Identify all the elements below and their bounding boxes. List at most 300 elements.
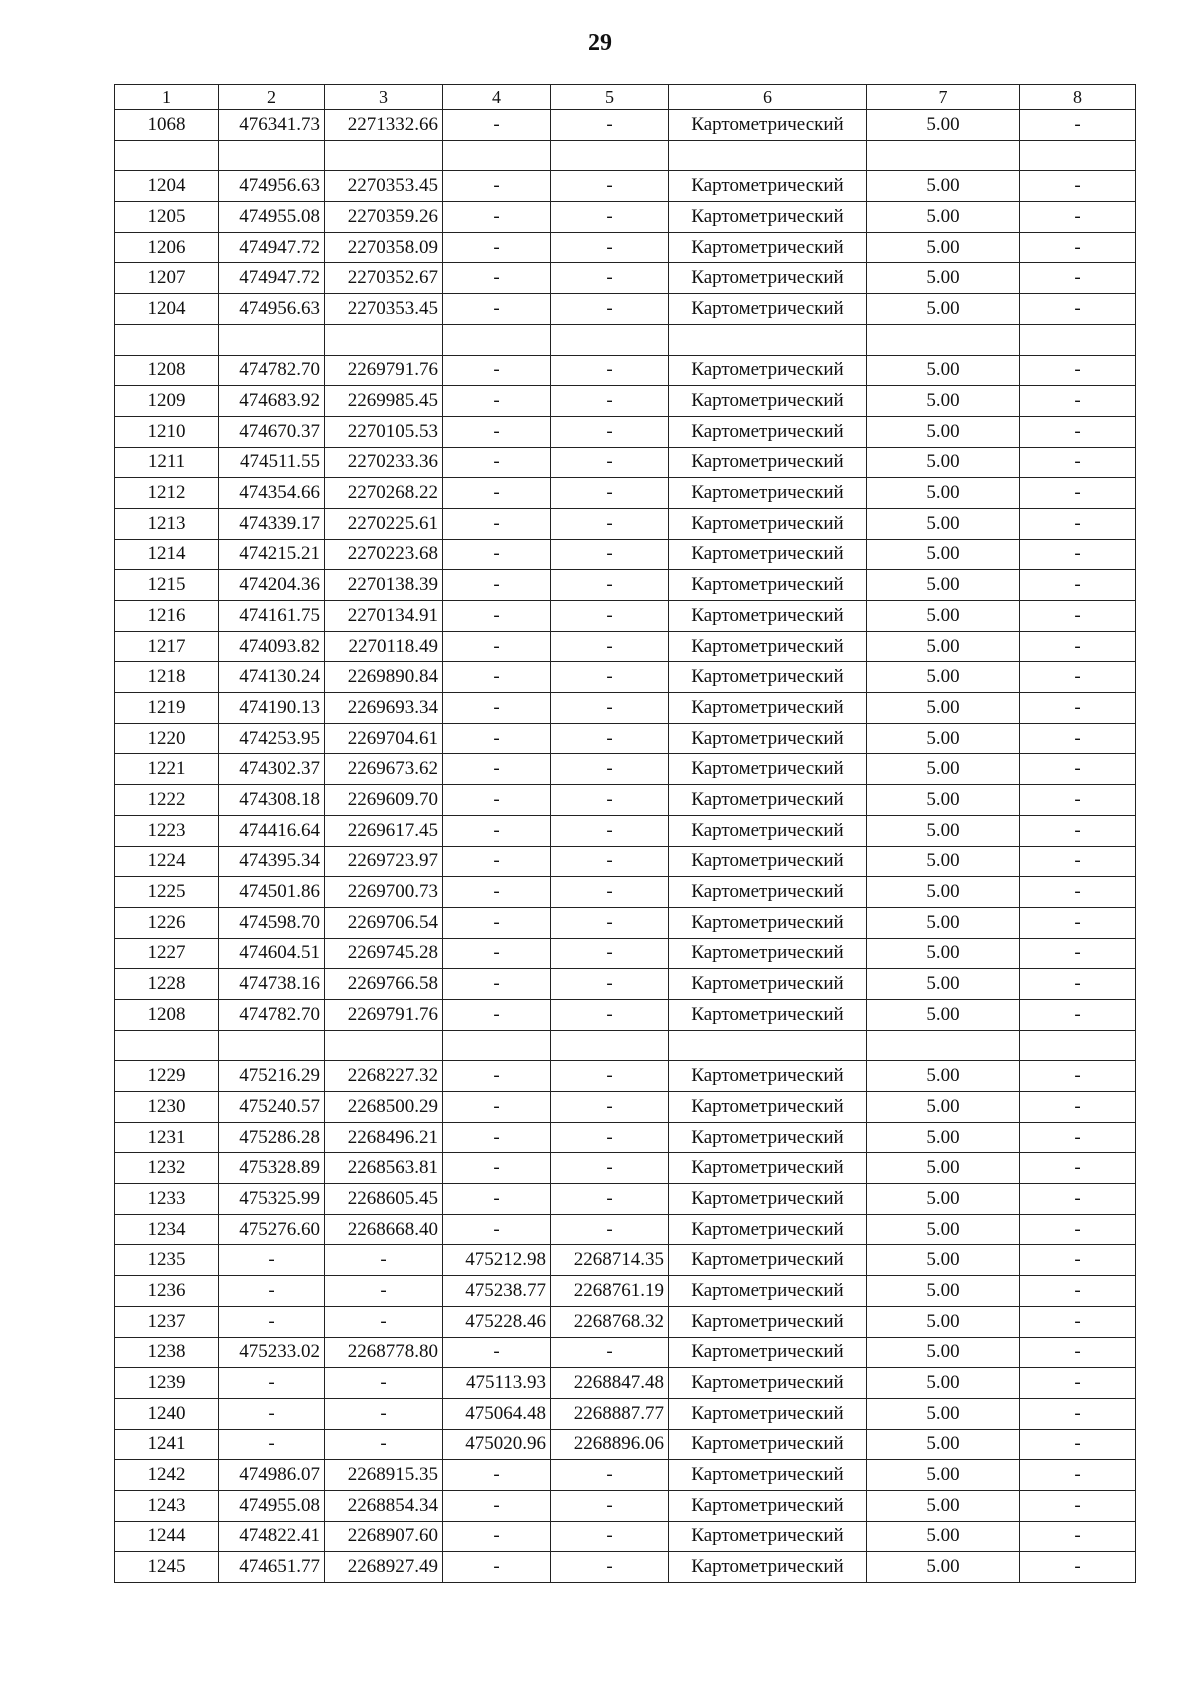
cell-col-1: 1239 [115,1368,219,1399]
cell-col-5: - [551,693,669,724]
cell-col-4: - [443,999,551,1030]
cell-col-6: Картометрический [669,1153,867,1184]
cell-col-4: 475020.96 [443,1429,551,1460]
cell-col-6: Картометрический [669,938,867,969]
empty-cell [669,140,867,171]
cell-col-5: - [551,110,669,141]
cell-col-1: 1209 [115,386,219,417]
table-row [115,416,1136,447]
cell-col-4: - [443,877,551,908]
cell-col-5: - [551,1184,669,1215]
cell-col-1: 1214 [115,539,219,570]
cell-col-3: 2269766.58 [325,969,443,1000]
cell-col-5: - [551,1214,669,1245]
cell-col-7: 5.00 [867,539,1020,570]
cell-col-2: 474955.08 [219,202,325,233]
cell-col-8: - [1020,1092,1136,1123]
cell-col-3: 2268496.21 [325,1122,443,1153]
table-row [115,355,1136,386]
cell-col-5: - [551,1153,669,1184]
table-row [115,447,1136,478]
cell-col-1: 1221 [115,754,219,785]
table-row [115,1429,1136,1460]
cell-col-3: 2269673.62 [325,754,443,785]
cell-col-8: - [1020,1429,1136,1460]
cell-col-5: - [551,877,669,908]
cell-col-7: 5.00 [867,938,1020,969]
cell-col-2: 474395.34 [219,846,325,877]
table-row [115,232,1136,263]
empty-cell [669,1030,867,1061]
cell-col-5: 2268896.06 [551,1429,669,1460]
empty-cell [115,324,219,355]
cell-col-8: - [1020,662,1136,693]
cell-col-2: 474956.63 [219,294,325,325]
empty-cell [219,1030,325,1061]
cell-col-5: - [551,938,669,969]
cell-col-6: Картометрический [669,1337,867,1368]
cell-col-8: - [1020,601,1136,632]
cell-col-6: Картометрический [669,1214,867,1245]
cell-col-2: 475233.02 [219,1337,325,1368]
cell-col-3: 2270358.09 [325,232,443,263]
cell-col-2: 474339.17 [219,508,325,539]
cell-col-6: Картометрический [669,202,867,233]
cell-col-1: 1208 [115,999,219,1030]
cell-col-6: Картометрический [669,1460,867,1491]
cell-col-1: 1243 [115,1490,219,1521]
cell-col-3: - [325,1306,443,1337]
cell-col-1: 1223 [115,815,219,846]
cell-col-7: 5.00 [867,416,1020,447]
cell-col-2: - [219,1368,325,1399]
table-row [115,1184,1136,1215]
cell-col-6: Картометрический [669,1306,867,1337]
cell-col-3: - [325,1368,443,1399]
cell-col-5: - [551,785,669,816]
cell-col-1: 1216 [115,601,219,632]
cell-col-3: 2269985.45 [325,386,443,417]
cell-col-1: 1206 [115,232,219,263]
cell-col-3: 2270268.22 [325,478,443,509]
cell-col-8: - [1020,1337,1136,1368]
cell-col-1: 1241 [115,1429,219,1460]
cell-col-1: 1231 [115,1122,219,1153]
cell-col-5: - [551,539,669,570]
cell-col-2: 474130.24 [219,662,325,693]
cell-col-8: - [1020,570,1136,601]
table-row [115,171,1136,202]
cell-col-2: - [219,1306,325,1337]
cell-col-5: - [551,754,669,785]
cell-col-7: 5.00 [867,202,1020,233]
cell-col-8: - [1020,416,1136,447]
column-header-4: 4 [443,85,551,110]
cell-col-8: - [1020,508,1136,539]
cell-col-7: 5.00 [867,1153,1020,1184]
cell-col-8: - [1020,110,1136,141]
cell-col-7: 5.00 [867,478,1020,509]
table-row [115,1337,1136,1368]
cell-col-2: 474354.66 [219,478,325,509]
cell-col-7: 5.00 [867,1122,1020,1153]
cell-col-2: 474501.86 [219,877,325,908]
cell-col-7: 5.00 [867,171,1020,202]
table-row [115,1245,1136,1276]
cell-col-1: 1225 [115,877,219,908]
table-row [115,662,1136,693]
cell-col-5: - [551,478,669,509]
cell-col-4: - [443,1092,551,1123]
cell-col-1: 1233 [115,1184,219,1215]
table-row [115,1306,1136,1337]
cell-col-8: - [1020,294,1136,325]
cell-col-2: 474947.72 [219,232,325,263]
cell-col-8: - [1020,1245,1136,1276]
cell-col-7: 5.00 [867,999,1020,1030]
cell-col-4: - [443,1337,551,1368]
column-header-7: 7 [867,85,1020,110]
cell-col-3: - [325,1398,443,1429]
cell-col-8: - [1020,815,1136,846]
cell-col-1: 1229 [115,1061,219,1092]
cell-col-7: 5.00 [867,1429,1020,1460]
cell-col-6: Картометрический [669,1184,867,1215]
cell-col-7: 5.00 [867,263,1020,294]
cell-col-6: Картометрический [669,846,867,877]
cell-col-6: Картометрический [669,355,867,386]
cell-col-2: 474670.37 [219,416,325,447]
empty-cell [1020,140,1136,171]
separator-row [115,140,1136,171]
cell-col-4: - [443,907,551,938]
table-row [115,877,1136,908]
table-row [115,1214,1136,1245]
table-row [115,693,1136,724]
cell-col-8: - [1020,1061,1136,1092]
cell-col-8: - [1020,232,1136,263]
cell-col-3: 2270223.68 [325,539,443,570]
cell-col-2: 475286.28 [219,1122,325,1153]
cell-col-2: 474956.63 [219,171,325,202]
column-header-6: 6 [669,85,867,110]
cell-col-7: 5.00 [867,969,1020,1000]
cell-col-7: 5.00 [867,631,1020,662]
cell-col-4: 475064.48 [443,1398,551,1429]
cell-col-4: - [443,447,551,478]
empty-cell [1020,1030,1136,1061]
cell-col-3: 2270352.67 [325,263,443,294]
cell-col-8: - [1020,723,1136,754]
cell-col-1: 1220 [115,723,219,754]
cell-col-3: 2270225.61 [325,508,443,539]
table-row [115,478,1136,509]
cell-col-3: - [325,1245,443,1276]
cell-col-8: - [1020,1490,1136,1521]
cell-col-2: 474651.77 [219,1552,325,1583]
table-row [115,1276,1136,1307]
cell-col-7: 5.00 [867,508,1020,539]
cell-col-2: 474598.70 [219,907,325,938]
empty-cell [551,1030,669,1061]
coordinates-table [114,84,1136,1583]
cell-col-5: - [551,969,669,1000]
cell-col-5: 2268768.32 [551,1306,669,1337]
table-row [115,846,1136,877]
cell-col-2: 474986.07 [219,1460,325,1491]
cell-col-5: - [551,171,669,202]
empty-cell [115,140,219,171]
separator-row [115,1030,1136,1061]
cell-col-8: - [1020,1460,1136,1491]
cell-col-4: - [443,601,551,632]
cell-col-3: 2269704.61 [325,723,443,754]
table-row [115,386,1136,417]
cell-col-4: - [443,938,551,969]
cell-col-4: - [443,1552,551,1583]
cell-col-3: 2269693.34 [325,693,443,724]
cell-col-1: 1242 [115,1460,219,1491]
table-row [115,202,1136,233]
table-row [115,1092,1136,1123]
cell-col-5: - [551,1521,669,1552]
empty-cell [219,324,325,355]
cell-col-4: - [443,1490,551,1521]
cell-col-7: 5.00 [867,1276,1020,1307]
cell-col-7: 5.00 [867,601,1020,632]
cell-col-6: Картометрический [669,539,867,570]
cell-col-4: - [443,846,551,877]
cell-col-1: 1211 [115,447,219,478]
cell-col-8: - [1020,631,1136,662]
cell-col-6: Картометрический [669,662,867,693]
cell-col-2: 474253.95 [219,723,325,754]
cell-col-5: - [551,202,669,233]
table-row [115,1490,1136,1521]
cell-col-8: - [1020,1122,1136,1153]
cell-col-3: 2268563.81 [325,1153,443,1184]
cell-col-2: 475216.29 [219,1061,325,1092]
table-row [115,508,1136,539]
cell-col-4: - [443,723,551,754]
table-row [115,1368,1136,1399]
cell-col-3: 2270138.39 [325,570,443,601]
cell-col-7: 5.00 [867,1368,1020,1399]
cell-col-3: 2268668.40 [325,1214,443,1245]
cell-col-4: - [443,693,551,724]
table-row [115,570,1136,601]
cell-col-6: Картометрический [669,907,867,938]
cell-col-4: 475238.77 [443,1276,551,1307]
cell-col-8: - [1020,846,1136,877]
cell-col-3: 2270359.26 [325,202,443,233]
table-row [115,907,1136,938]
cell-col-3: 2270233.36 [325,447,443,478]
cell-col-4: - [443,294,551,325]
cell-col-6: Картометрический [669,1122,867,1153]
cell-col-3: 2271332.66 [325,110,443,141]
empty-cell [325,1030,443,1061]
cell-col-8: - [1020,785,1136,816]
cell-col-7: 5.00 [867,1245,1020,1276]
cell-col-2: 474738.16 [219,969,325,1000]
table-row [115,815,1136,846]
cell-col-4: - [443,1460,551,1491]
table-row [115,263,1136,294]
cell-col-8: - [1020,754,1136,785]
cell-col-6: Картометрический [669,478,867,509]
cell-col-3: 2270353.45 [325,171,443,202]
cell-col-3: 2269700.73 [325,877,443,908]
cell-col-8: - [1020,447,1136,478]
table-row [115,1122,1136,1153]
cell-col-5: - [551,1337,669,1368]
empty-cell [443,1030,551,1061]
cell-col-6: Картометрический [669,631,867,662]
cell-col-7: 5.00 [867,1214,1020,1245]
table-row [115,1153,1136,1184]
cell-col-6: Картометрический [669,1276,867,1307]
page-number: 29 [588,30,612,56]
cell-col-6: Картометрический [669,263,867,294]
cell-col-7: 5.00 [867,110,1020,141]
cell-col-6: Картометрический [669,386,867,417]
cell-col-8: - [1020,1214,1136,1245]
cell-col-3: 2269791.76 [325,355,443,386]
table-row [115,754,1136,785]
cell-col-5: - [551,631,669,662]
cell-col-2: 474190.13 [219,693,325,724]
cell-col-6: Картометрический [669,1061,867,1092]
cell-col-7: 5.00 [867,1061,1020,1092]
cell-col-4: - [443,355,551,386]
cell-col-1: 1245 [115,1552,219,1583]
cell-col-3: 2269609.70 [325,785,443,816]
cell-col-4: - [443,416,551,447]
cell-col-4: - [443,1061,551,1092]
cell-col-6: Картометрический [669,815,867,846]
cell-col-8: - [1020,386,1136,417]
cell-col-1: 1219 [115,693,219,724]
cell-col-4: - [443,969,551,1000]
cell-col-7: 5.00 [867,355,1020,386]
cell-col-1: 1212 [115,478,219,509]
cell-col-7: 5.00 [867,723,1020,754]
table-row [115,110,1136,141]
separator-row [115,324,1136,355]
cell-col-5: - [551,508,669,539]
cell-col-3: 2269890.84 [325,662,443,693]
empty-cell [867,324,1020,355]
cell-col-6: Картометрический [669,232,867,263]
cell-col-5: - [551,1490,669,1521]
cell-col-6: Картометрический [669,294,867,325]
cell-col-5: 2268847.48 [551,1368,669,1399]
cell-col-2: 474204.36 [219,570,325,601]
cell-col-2: 475276.60 [219,1214,325,1245]
cell-col-5: - [551,294,669,325]
cell-col-1: 1205 [115,202,219,233]
cell-col-6: Картометрический [669,999,867,1030]
cell-col-3: 2268927.49 [325,1552,443,1583]
cell-col-8: - [1020,1153,1136,1184]
cell-col-7: 5.00 [867,570,1020,601]
cell-col-1: 1204 [115,171,219,202]
table-row [115,969,1136,1000]
cell-col-1: 1226 [115,907,219,938]
cell-col-3: 2268915.35 [325,1460,443,1491]
cell-col-4: - [443,508,551,539]
cell-col-7: 5.00 [867,693,1020,724]
cell-col-3: 2269791.76 [325,999,443,1030]
cell-col-3: 2270105.53 [325,416,443,447]
cell-col-5: - [551,999,669,1030]
table-row [115,723,1136,754]
cell-col-1: 1207 [115,263,219,294]
cell-col-4: - [443,202,551,233]
table-row [115,1521,1136,1552]
cell-col-2: - [219,1245,325,1276]
cell-col-4: 475228.46 [443,1306,551,1337]
cell-col-7: 5.00 [867,386,1020,417]
cell-col-8: - [1020,877,1136,908]
table-row [115,999,1136,1030]
cell-col-1: 1210 [115,416,219,447]
cell-col-8: - [1020,263,1136,294]
table-row [115,938,1136,969]
cell-col-5: - [551,662,669,693]
cell-col-7: 5.00 [867,1398,1020,1429]
cell-col-5: - [551,1092,669,1123]
cell-col-4: - [443,171,551,202]
cell-col-3: 2268778.80 [325,1337,443,1368]
cell-col-5: - [551,846,669,877]
cell-col-1: 1224 [115,846,219,877]
cell-col-2: - [219,1429,325,1460]
table-row [115,631,1136,662]
cell-col-6: Картометрический [669,1092,867,1123]
cell-col-5: - [551,447,669,478]
cell-col-8: - [1020,1521,1136,1552]
cell-col-2: 474604.51 [219,938,325,969]
cell-col-2: 474955.08 [219,1490,325,1521]
cell-col-4: 475212.98 [443,1245,551,1276]
cell-col-4: - [443,631,551,662]
cell-col-4: - [443,1184,551,1215]
cell-col-1: 1222 [115,785,219,816]
column-header-2: 2 [219,85,325,110]
cell-col-4: - [443,754,551,785]
cell-col-3: 2269745.28 [325,938,443,969]
cell-col-6: Картометрический [669,754,867,785]
cell-col-5: - [551,1552,669,1583]
cell-col-3: 2268854.34 [325,1490,443,1521]
cell-col-3: 2268907.60 [325,1521,443,1552]
cell-col-4: - [443,263,551,294]
cell-col-8: - [1020,539,1136,570]
cell-col-1: 1215 [115,570,219,601]
empty-cell [219,140,325,171]
cell-col-4: - [443,232,551,263]
cell-col-2: - [219,1398,325,1429]
cell-col-2: 475240.57 [219,1092,325,1123]
cell-col-4: - [443,1122,551,1153]
cell-col-5: - [551,386,669,417]
cell-col-4: - [443,110,551,141]
cell-col-5: - [551,1460,669,1491]
header-row [115,85,1136,110]
cell-col-1: 1208 [115,355,219,386]
